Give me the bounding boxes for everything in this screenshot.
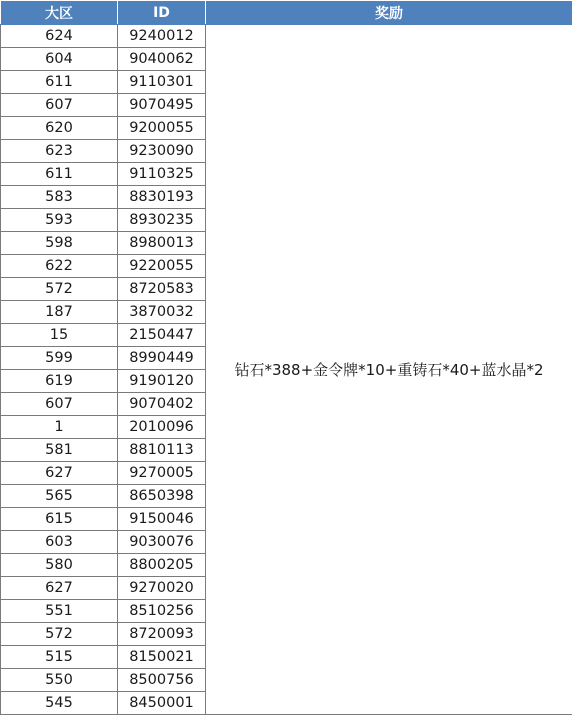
- cell-region[interactable]: 581: [1, 439, 118, 462]
- cell-id[interactable]: 8510256: [118, 600, 206, 623]
- cell-id[interactable]: 9190120: [118, 370, 206, 393]
- cell-region[interactable]: 624: [1, 25, 118, 48]
- header-row: [1, 1, 572, 25]
- cell-region[interactable]: 545: [1, 692, 118, 715]
- cell-region[interactable]: 565: [1, 485, 118, 508]
- cell-id[interactable]: 8150021: [118, 646, 206, 669]
- cell-region[interactable]: 593: [1, 209, 118, 232]
- cell-region[interactable]: 572: [1, 623, 118, 646]
- cell-id[interactable]: 8830193: [118, 186, 206, 209]
- cell-id[interactable]: 9220055: [118, 255, 206, 278]
- table-row: [1, 25, 572, 48]
- cell-id[interactable]: 2150447: [118, 324, 206, 347]
- cell-region[interactable]: 515: [1, 646, 118, 669]
- cell-id[interactable]: 9110325: [118, 163, 206, 186]
- cell-id[interactable]: 8930235: [118, 209, 206, 232]
- cell-id[interactable]: 9240012: [118, 25, 206, 48]
- cell-id[interactable]: 8720093: [118, 623, 206, 646]
- cell-region[interactable]: 580: [1, 554, 118, 577]
- table-body: [1, 25, 572, 715]
- cell-region[interactable]: 607: [1, 393, 118, 416]
- cell-region[interactable]: 622: [1, 255, 118, 278]
- cell-reward-merged[interactable]: 钻石*388+金令牌*10+重铸石*40+蓝水晶*2: [206, 25, 572, 715]
- cell-id[interactable]: 8650398: [118, 485, 206, 508]
- cell-region[interactable]: 550: [1, 669, 118, 692]
- cell-region[interactable]: 627: [1, 577, 118, 600]
- cell-id[interactable]: 9070402: [118, 393, 206, 416]
- cell-id[interactable]: 9070495: [118, 94, 206, 117]
- cell-region[interactable]: 623: [1, 140, 118, 163]
- cell-region[interactable]: 598: [1, 232, 118, 255]
- cell-id[interactable]: 9270005: [118, 462, 206, 485]
- cell-region[interactable]: 1: [1, 416, 118, 439]
- cell-region[interactable]: 607: [1, 94, 118, 117]
- cell-region[interactable]: 611: [1, 71, 118, 94]
- cell-id[interactable]: 9230090: [118, 140, 206, 163]
- cell-region[interactable]: 15: [1, 324, 118, 347]
- cell-id[interactable]: 8980013: [118, 232, 206, 255]
- cell-id[interactable]: 8500756: [118, 669, 206, 692]
- cell-region[interactable]: 187: [1, 301, 118, 324]
- cell-id[interactable]: 9150046: [118, 508, 206, 531]
- cell-region[interactable]: 603: [1, 531, 118, 554]
- cell-region[interactable]: 615: [1, 508, 118, 531]
- cell-id[interactable]: 8450001: [118, 692, 206, 715]
- cell-id[interactable]: 9040062: [118, 48, 206, 71]
- cell-id[interactable]: 9030076: [118, 531, 206, 554]
- cell-region[interactable]: 551: [1, 600, 118, 623]
- cell-region[interactable]: 604: [1, 48, 118, 71]
- cell-id[interactable]: 9270020: [118, 577, 206, 600]
- cell-id[interactable]: 9200055: [118, 117, 206, 140]
- cell-region[interactable]: 619: [1, 370, 118, 393]
- cell-id[interactable]: 8800205: [118, 554, 206, 577]
- cell-region[interactable]: 599: [1, 347, 118, 370]
- header-region[interactable]: 大区: [1, 1, 118, 25]
- cell-id[interactable]: 2010096: [118, 416, 206, 439]
- header-reward[interactable]: 奖励: [206, 1, 572, 25]
- cell-id[interactable]: 8990449: [118, 347, 206, 370]
- cell-region[interactable]: 583: [1, 186, 118, 209]
- cell-region[interactable]: 572: [1, 278, 118, 301]
- cell-id[interactable]: 9110301: [118, 71, 206, 94]
- header-id[interactable]: ID: [118, 1, 206, 25]
- cell-id[interactable]: 3870032: [118, 301, 206, 324]
- cell-id[interactable]: 8810113: [118, 439, 206, 462]
- cell-id[interactable]: 8720583: [118, 278, 206, 301]
- cell-region[interactable]: 627: [1, 462, 118, 485]
- cell-region[interactable]: 620: [1, 117, 118, 140]
- cell-region[interactable]: 611: [1, 163, 118, 186]
